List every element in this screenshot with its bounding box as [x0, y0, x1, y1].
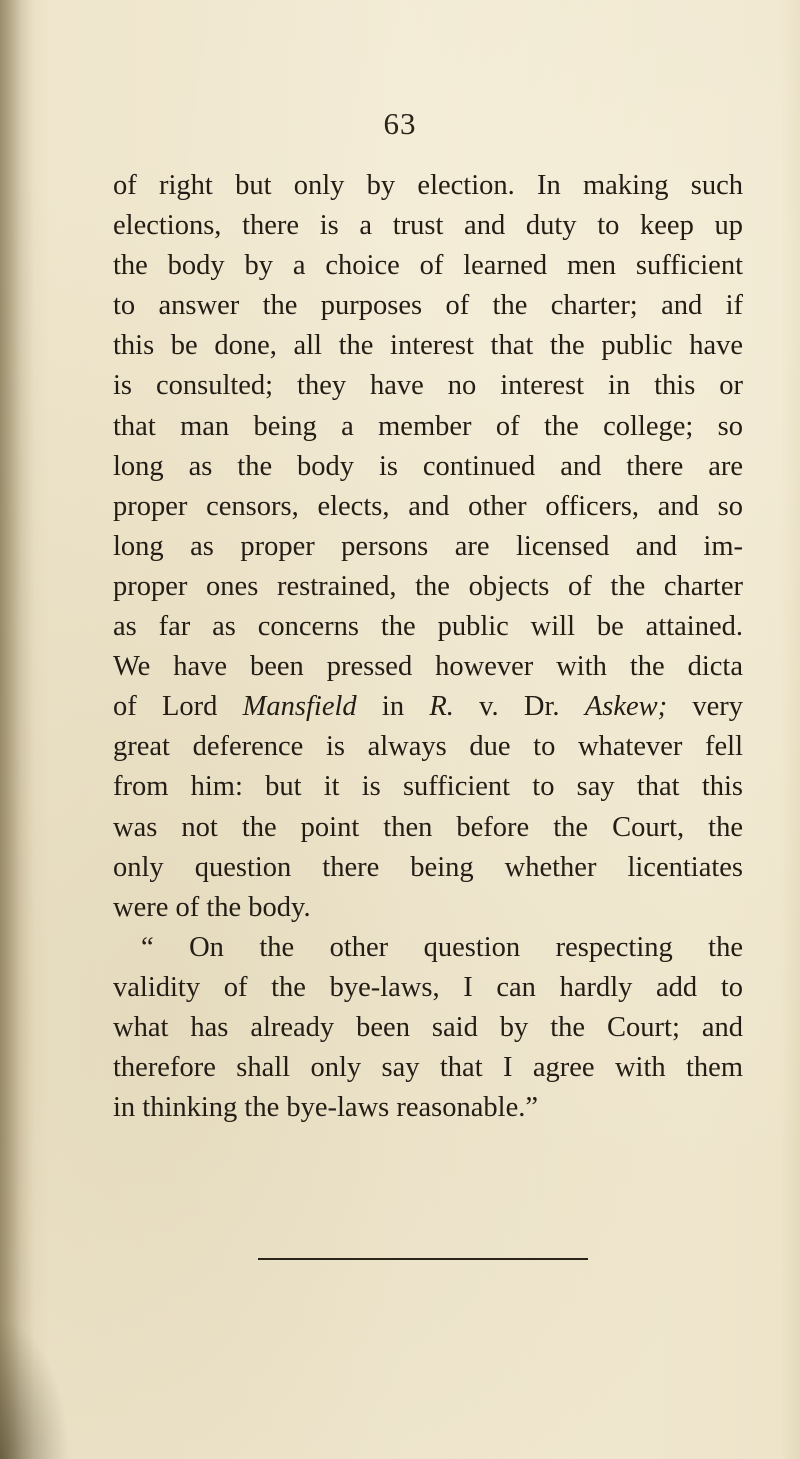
- text-line: [113, 808, 743, 848]
- text-segment: v. Dr.: [453, 691, 585, 723]
- page-number: 63: [383, 106, 417, 141]
- text-segment: to answer the purposes of the charter; and if: [113, 290, 743, 322]
- text-line: [113, 326, 743, 366]
- text-line: [113, 727, 743, 767]
- italic-text-segment: Mansfield: [242, 691, 357, 723]
- text-line: [113, 487, 743, 527]
- text-segment: from him: but it is sufficient to say that this: [113, 771, 743, 803]
- text-line: [113, 767, 743, 807]
- text-line: [113, 687, 743, 727]
- text-segment: great deference is always due to whatever fell: [113, 731, 743, 763]
- text-line: [113, 166, 743, 206]
- text-line: [113, 286, 743, 326]
- text-line: [113, 928, 743, 968]
- closing-rule: [258, 1258, 588, 1260]
- text-line: [113, 567, 743, 607]
- binding-shadow: [0, 0, 34, 1459]
- text-segment: long as the body is continued and there are: [113, 450, 743, 482]
- text-segment: “ On the other question respecting the: [141, 931, 743, 963]
- text-segment: was not the point then before the Court, the: [113, 811, 743, 843]
- text-segment: in: [356, 691, 430, 723]
- text-line: [113, 968, 743, 1008]
- text-segment: validity of the bye-laws, I can hardly add to: [113, 971, 743, 1003]
- italic-text-segment: R.: [429, 691, 454, 723]
- text-segment: only question there being whether licentiates: [113, 851, 743, 883]
- text-segment: the body by a choice of learned men sufficient: [113, 250, 743, 282]
- text-segment: is consulted; they have no interest in this or: [113, 370, 743, 402]
- text-segment: as far as concerns the public will be attained.: [113, 611, 743, 643]
- text-line: [113, 1088, 743, 1128]
- text-segment: were of the body.: [113, 891, 311, 923]
- text-segment: that man being a member of the college; so: [113, 410, 743, 442]
- text-line: [113, 206, 743, 246]
- text-segment: proper ones restrained, the objects of the charter: [113, 570, 743, 602]
- text-segment: elections, there is a trust and duty to keep up: [113, 210, 743, 242]
- text-line: [113, 1008, 743, 1048]
- text-line: [113, 647, 743, 687]
- text-line: [113, 246, 743, 286]
- text-line: [113, 527, 743, 567]
- text-segment: what has already been said by the Court; and: [113, 1011, 743, 1043]
- text-line: [113, 447, 743, 487]
- text-segment: long as proper persons are licensed and im-: [113, 530, 743, 562]
- text-line: [113, 1048, 743, 1088]
- italic-text-segment: Askew;: [584, 691, 668, 723]
- text-segment: this be done, all the interest that the public have: [113, 330, 743, 362]
- text-line: [113, 407, 743, 447]
- text-segment: very: [667, 691, 744, 723]
- text-line: [113, 366, 743, 406]
- text-segment: We have been pressed however with the dicta: [113, 651, 743, 683]
- body-text: [113, 166, 743, 1128]
- text-line: [113, 607, 743, 647]
- text-segment: proper censors, elects, and other officers, and so: [113, 490, 743, 522]
- text-segment: therefore shall only say that I agree with them: [113, 1052, 743, 1084]
- text-segment: in thinking the bye-laws reasonable.”: [113, 1092, 538, 1124]
- text-line: [113, 888, 743, 928]
- page-corner-shadow: [0, 1319, 70, 1459]
- text-segment: of right but only by election. In making such: [113, 170, 743, 201]
- text-line: [113, 848, 743, 888]
- text-segment: of Lord: [113, 691, 243, 723]
